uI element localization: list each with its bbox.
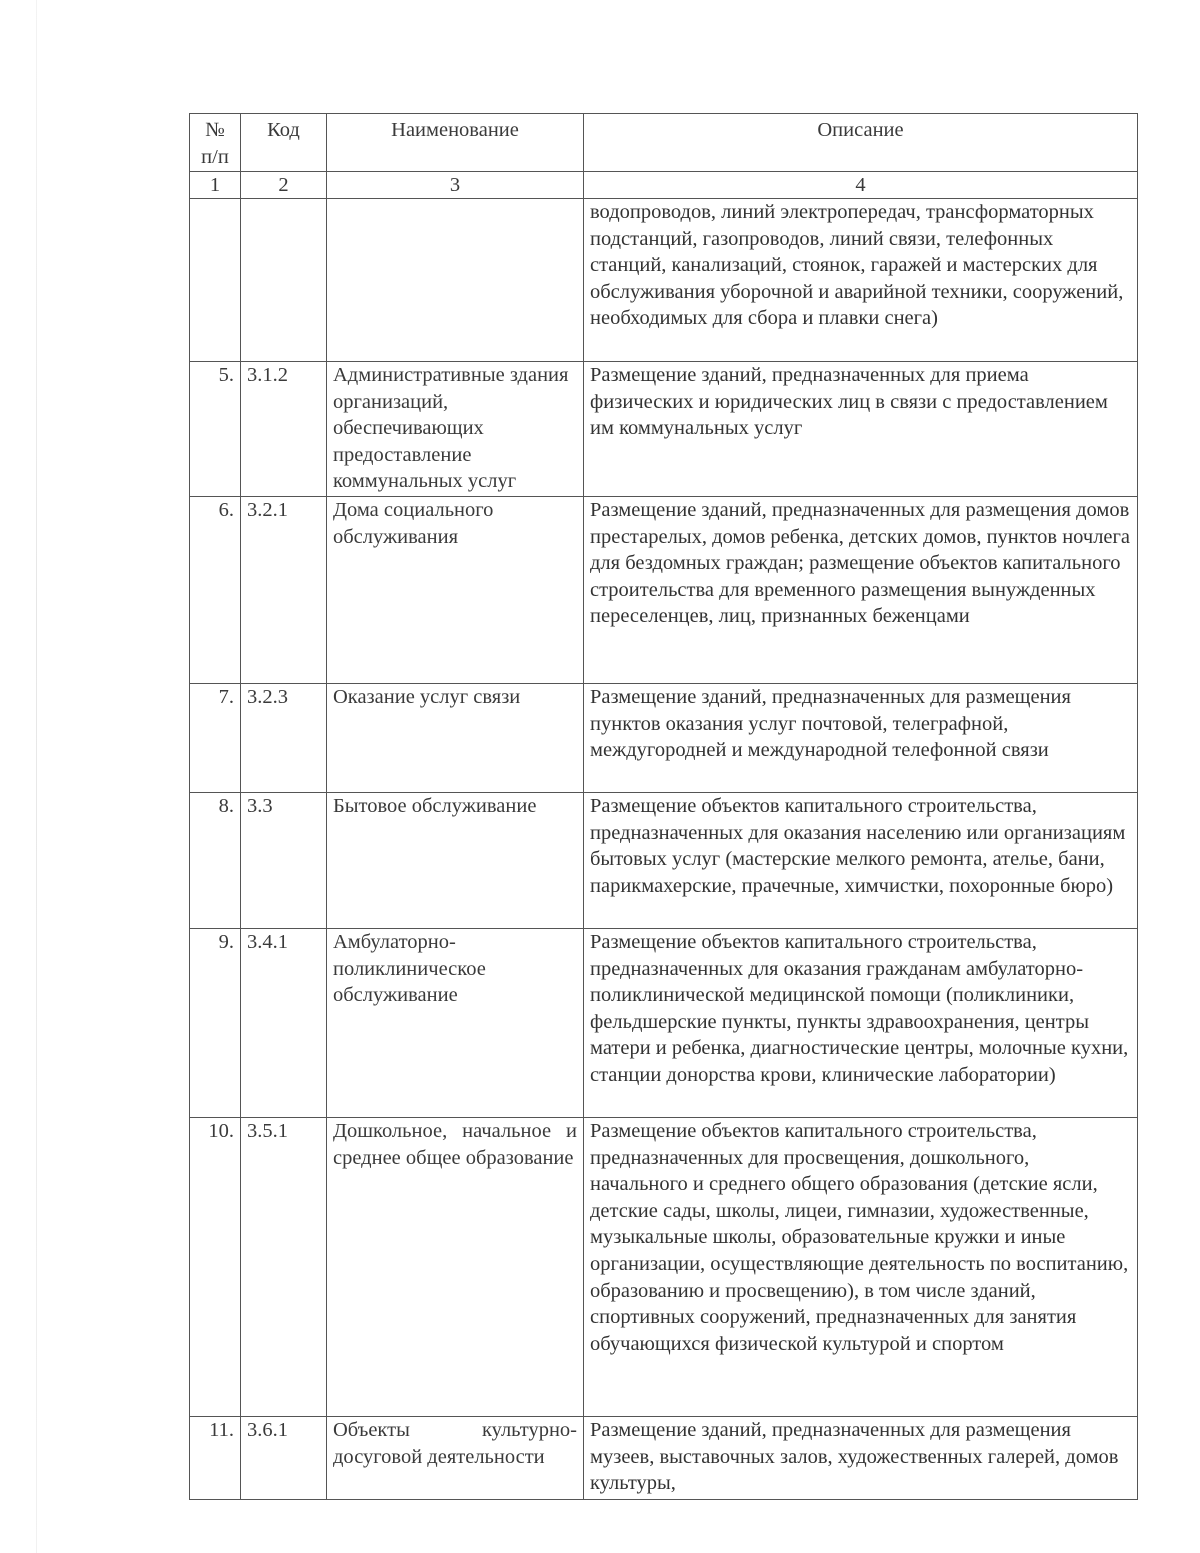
row-description: водопроводов, линий электропередач, трансформаторных подстанций, газопроводов, линий связи, телефонных станций, канализаций, стоянок, гаражей и мастерских для обслуживания уборочной и аварийной техники, сооружений, необходимых для сбора и плавки снега) [584,199,1138,362]
row-code: 3.6.1 [241,1417,327,1500]
row-description: Размещение объектов капитального строительства, предназначенных для оказания гражданам амбулаторно-поликлинической медицинской помощи (поликлиники, фельдшерские пункты, пункты здравоохранения, центры матери и ребенка, диагностические центры, молочные кухни, станции донорства крови, клинические лаборатории) [584,929,1138,1118]
column-number-row [190,172,1138,199]
header-number: № п/п [190,114,241,172]
table-row [190,929,1138,1118]
column-number: 4 [584,172,1138,199]
row-description: Размещение объектов капитального строительства, предназначенных для просвещения, дошкольного, начального и среднего общего образования (детские ясли, детские сады, школы, лицеи, гимназии, художественные, музыкальные школы, образовательные кружки и иные организации, осуществляющие деятельность по воспитанию, образованию и просвещению), в том числе зданий, спортивных сооружений, предназначенных для занятия обучающихся физической культурой и спортом [584,1118,1138,1417]
row-number: 7. [190,684,241,793]
row-name: Оказание услуг связи [327,684,584,793]
land-use-table [189,113,1138,1500]
column-number: 2 [241,172,327,199]
row-number: 6. [190,497,241,684]
row-name: Дома социального обслуживания [327,497,584,684]
table-row [190,1118,1138,1417]
row-name: Дошкольное, начальное и среднее общее образование [327,1118,584,1417]
row-description: Размещение зданий, предназначенных для размещения домов престарелых, домов ребенка, детских домов, пунктов ночлега для бездомных граждан; размещение объектов капитального строительства для временного размещения вынужденных переселенцев, лиц, признанных беженцами [584,497,1138,684]
column-number: 1 [190,172,241,199]
table-row [190,793,1138,929]
row-number: 9. [190,929,241,1118]
row-description: Размещение зданий, предназначенных для размещения пунктов оказания услуг почтовой, телеграфной, междугородней и международной телефонной связи [584,684,1138,793]
row-code: 3.1.2 [241,362,327,497]
column-number: 3 [327,172,584,199]
row-name: Амбулаторно-поликлиническое обслуживание [327,929,584,1118]
header-description: Описание [584,114,1138,172]
table-row [190,1417,1138,1500]
row-code-cell [241,199,327,362]
row-name: Административные здания организаций, обеспечивающих предоставление коммунальных услуг [327,362,584,497]
header-code: Код [241,114,327,172]
row-code: 3.2.3 [241,684,327,793]
row-number: 11. [190,1417,241,1500]
row-number-cell [190,199,241,362]
table-header-row [190,114,1138,172]
row-number: 10. [190,1118,241,1417]
row-description: Размещение объектов капитального строительства, предназначенных для оказания населению или организациям бытовых услуг (мастерские мелкого ремонта, ателье, бани, парикмахерские, прачечные, химчистки, похоронные бюро) [584,793,1138,929]
row-code: 3.5.1 [241,1118,327,1417]
row-description: Размещение зданий, предназначенных для приема физических и юридических лиц в связи с предоставлением им коммунальных услуг [584,362,1138,497]
row-code: 3.4.1 [241,929,327,1118]
table-row [190,684,1138,793]
table-row [190,497,1138,684]
header-name: Наименование [327,114,584,172]
row-code: 3.2.1 [241,497,327,684]
row-name: Бытовое обслуживание [327,793,584,929]
row-number: 5. [190,362,241,497]
table-row [190,362,1138,497]
row-description: Размещение зданий, предназначенных для размещения музеев, выставочных залов, художественных галерей, домов культуры, [584,1417,1138,1500]
row-name: Объекты культурно-досуговой деятельности [327,1417,584,1500]
row-number: 8. [190,793,241,929]
row-code: 3.3 [241,793,327,929]
table-row-continued [190,199,1138,362]
scan-edge-shadow [36,0,37,1553]
row-name-cell [327,199,584,362]
